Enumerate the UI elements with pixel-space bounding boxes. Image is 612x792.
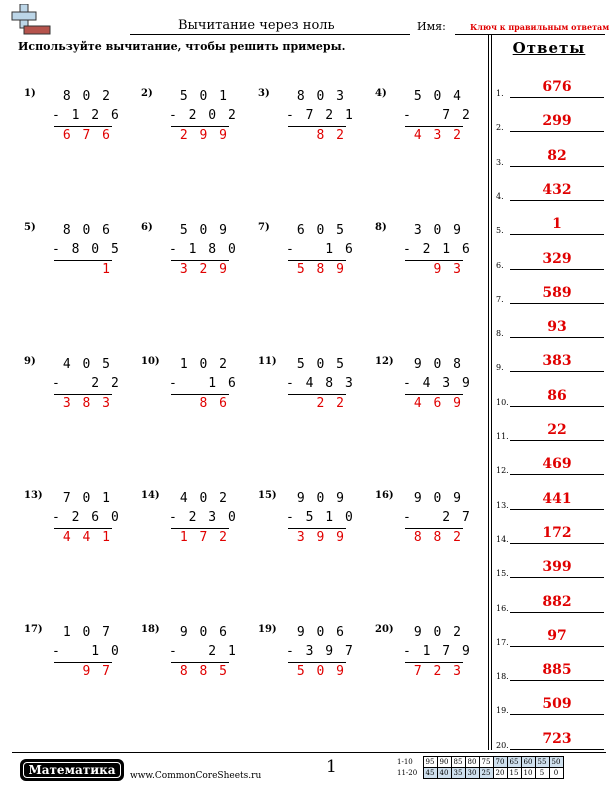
problem-number: 1) bbox=[24, 88, 36, 99]
difference: 6 7 6 bbox=[62, 128, 112, 143]
answer-bar bbox=[171, 394, 229, 395]
subtrahend: - 1 0 bbox=[52, 644, 121, 659]
answer-bar bbox=[288, 394, 346, 395]
problem-10 bbox=[141, 356, 241, 436]
difference: 9 3 bbox=[433, 262, 463, 277]
answer-row-9 bbox=[496, 338, 604, 372]
difference: 5 0 9 bbox=[296, 664, 346, 679]
minuend: 9 0 6 bbox=[179, 625, 229, 640]
answer-value: 299 bbox=[542, 113, 572, 130]
problem-6 bbox=[141, 222, 241, 302]
answer-number: 6. bbox=[496, 260, 504, 270]
answer-number: 12. bbox=[496, 466, 509, 476]
subtrahend: - 2 1 bbox=[169, 644, 238, 659]
score-cell: 70 bbox=[493, 757, 507, 768]
difference: 2 2 bbox=[316, 396, 346, 411]
answer-value: 885 bbox=[542, 662, 572, 679]
answer-bar bbox=[54, 260, 112, 261]
answer-row-18 bbox=[496, 647, 604, 681]
answer-bar bbox=[405, 394, 463, 395]
answer-number: 17. bbox=[496, 637, 509, 647]
answer-value: 589 bbox=[542, 284, 572, 301]
difference: 4 3 2 bbox=[413, 128, 463, 143]
answer-row-7 bbox=[496, 270, 604, 304]
subtrahend: - 4 8 3 bbox=[286, 376, 355, 391]
answer-row-10 bbox=[496, 373, 604, 407]
answer-value: 383 bbox=[542, 353, 572, 370]
answer-value: 441 bbox=[542, 490, 572, 507]
problem-3 bbox=[258, 88, 358, 168]
answer-number: 10. bbox=[496, 397, 509, 407]
problem-8 bbox=[375, 222, 475, 302]
minuend: 9 0 8 bbox=[413, 357, 463, 372]
answer-bar bbox=[288, 662, 346, 663]
answer-bar bbox=[288, 528, 346, 529]
problem-19 bbox=[258, 624, 358, 704]
subtrahend: - 1 2 6 bbox=[52, 108, 121, 123]
answer-number: 2. bbox=[496, 123, 504, 133]
minuend: 7 0 1 bbox=[62, 491, 112, 506]
score-cell: 0 bbox=[549, 768, 563, 779]
answer-number: 16. bbox=[496, 603, 509, 613]
brand-label: Математика bbox=[23, 762, 121, 778]
problem-20 bbox=[375, 624, 475, 704]
minuend: 5 0 1 bbox=[179, 89, 229, 104]
score-cell: 30 bbox=[465, 768, 479, 779]
answer-row-16 bbox=[496, 579, 604, 613]
answer-bar bbox=[405, 528, 463, 529]
title-underline bbox=[130, 34, 410, 35]
name-value: Ключ к правильным ответам bbox=[470, 22, 610, 32]
answers-title: Ответы bbox=[512, 39, 586, 57]
difference: 2 9 9 bbox=[179, 128, 229, 143]
difference: 1 bbox=[102, 262, 112, 277]
answer-row-12 bbox=[496, 441, 604, 475]
subtrahend: - 7 2 1 bbox=[286, 108, 355, 123]
minuend: 9 0 9 bbox=[296, 491, 346, 506]
minuend: 4 0 5 bbox=[62, 357, 112, 372]
problem-4 bbox=[375, 88, 475, 168]
answer-value: 723 bbox=[542, 730, 572, 747]
problem-number: 20) bbox=[375, 624, 394, 635]
score-cell: 45 bbox=[423, 768, 437, 779]
answer-bar bbox=[405, 662, 463, 663]
answer-number: 19. bbox=[496, 706, 509, 716]
answer-value: 329 bbox=[542, 250, 572, 267]
answer-value: 882 bbox=[542, 593, 572, 610]
column-divider bbox=[488, 35, 492, 750]
minuend: 4 0 2 bbox=[179, 491, 229, 506]
answer-row-2 bbox=[496, 98, 604, 132]
answer-row-20 bbox=[496, 716, 604, 750]
difference: 8 8 2 bbox=[413, 530, 463, 545]
difference: 3 2 9 bbox=[179, 262, 229, 277]
site-url: www.CommonCoreSheets.ru bbox=[130, 771, 262, 781]
score-cell: 40 bbox=[437, 768, 451, 779]
problem-18 bbox=[141, 624, 241, 704]
score-cell: 95 bbox=[423, 757, 437, 768]
minuend: 5 0 5 bbox=[296, 357, 346, 372]
problem-number: 3) bbox=[258, 88, 270, 99]
minuend: 8 0 3 bbox=[296, 89, 346, 104]
answer-bar bbox=[405, 260, 463, 261]
answer-bar bbox=[54, 528, 112, 529]
problem-11 bbox=[258, 356, 358, 436]
minuend: 1 0 7 bbox=[62, 625, 112, 640]
answer-bar bbox=[171, 126, 229, 127]
answer-row-14 bbox=[496, 510, 604, 544]
answer-number: 5. bbox=[496, 226, 504, 236]
problem-number: 17) bbox=[24, 624, 43, 635]
subtrahend: - 4 3 9 bbox=[403, 376, 472, 391]
difference: 4 6 9 bbox=[413, 396, 463, 411]
answer-number: 15. bbox=[496, 569, 509, 579]
subtrahend: - 2 2 bbox=[52, 376, 121, 391]
problem-15 bbox=[258, 490, 358, 570]
score-table bbox=[397, 756, 564, 779]
answer-bar bbox=[171, 528, 229, 529]
answer-bar bbox=[288, 260, 346, 261]
difference: 7 2 3 bbox=[413, 664, 463, 679]
problem-1 bbox=[24, 88, 124, 168]
answer-row-1 bbox=[496, 64, 604, 98]
score-cell: 10 bbox=[521, 768, 535, 779]
answer-value: 93 bbox=[547, 319, 567, 336]
subtrahend: - 1 7 9 bbox=[403, 644, 472, 659]
subtrahend: - 1 6 bbox=[169, 376, 238, 391]
problem-12 bbox=[375, 356, 475, 436]
difference: 4 4 1 bbox=[62, 530, 112, 545]
score-row bbox=[397, 768, 563, 779]
subtrahend: - 7 2 bbox=[403, 108, 472, 123]
answer-bar bbox=[54, 662, 112, 663]
answer-bar bbox=[288, 126, 346, 127]
answer-value: 509 bbox=[542, 696, 572, 713]
problem-number: 18) bbox=[141, 624, 160, 635]
answer-row-3 bbox=[496, 133, 604, 167]
answer-row-6 bbox=[496, 236, 604, 270]
score-cell: 65 bbox=[507, 757, 521, 768]
answer-value: 399 bbox=[542, 559, 572, 576]
difference: 8 6 bbox=[199, 396, 229, 411]
problem-9 bbox=[24, 356, 124, 436]
score-cell: 15 bbox=[507, 768, 521, 779]
answer-number: 1. bbox=[496, 89, 504, 98]
score-cell: 25 bbox=[479, 768, 493, 779]
score-row-label: 1-10 bbox=[397, 758, 413, 766]
answer-row-13 bbox=[496, 476, 604, 510]
problem-14 bbox=[141, 490, 241, 570]
problem-5 bbox=[24, 222, 124, 302]
answer-value: 172 bbox=[542, 524, 572, 541]
problem-number: 5) bbox=[24, 222, 36, 233]
answer-value: 469 bbox=[542, 456, 572, 473]
difference: 3 8 3 bbox=[62, 396, 112, 411]
score-cell: 35 bbox=[451, 768, 465, 779]
answer-number: 8. bbox=[496, 329, 504, 339]
problem-number: 6) bbox=[141, 222, 153, 233]
score-cell: 80 bbox=[465, 757, 479, 768]
name-underline bbox=[455, 34, 605, 35]
subtrahend: - 2 1 6 bbox=[403, 242, 472, 257]
answer-bar bbox=[54, 394, 112, 395]
answer-bar bbox=[405, 126, 463, 127]
answer-row-8 bbox=[496, 304, 604, 338]
difference: 8 8 5 bbox=[179, 664, 229, 679]
problem-7 bbox=[258, 222, 358, 302]
subtrahend: - 1 8 0 bbox=[169, 242, 238, 257]
plus-minus-logo-icon bbox=[6, 4, 52, 38]
answer-number: 4. bbox=[496, 191, 504, 201]
problem-number: 16) bbox=[375, 490, 394, 501]
problem-number: 14) bbox=[141, 490, 160, 501]
answer-row-4 bbox=[496, 167, 604, 201]
answer-number: 20. bbox=[496, 740, 509, 750]
problem-2 bbox=[141, 88, 241, 168]
minuend: 9 0 2 bbox=[413, 625, 463, 640]
score-cell: 75 bbox=[479, 757, 493, 768]
problem-number: 19) bbox=[258, 624, 277, 635]
instruction-text: Используйте вычитание, чтобы решить примеры. bbox=[18, 40, 346, 53]
problem-number: 9) bbox=[24, 356, 36, 367]
answer-row-15 bbox=[496, 544, 604, 578]
subtrahend: - 2 6 0 bbox=[52, 510, 121, 525]
score-cell: 85 bbox=[451, 757, 465, 768]
name-label: Имя: bbox=[417, 20, 446, 33]
answer-number: 13. bbox=[496, 500, 509, 510]
problem-number: 7) bbox=[258, 222, 270, 233]
page-number: 1 bbox=[326, 757, 337, 777]
problem-number: 2) bbox=[141, 88, 153, 99]
answer-value: 676 bbox=[542, 79, 572, 95]
minuend: 3 0 9 bbox=[413, 223, 463, 238]
subtrahend: - 8 0 5 bbox=[52, 242, 121, 257]
problem-number: 15) bbox=[258, 490, 277, 501]
score-cell: 90 bbox=[437, 757, 451, 768]
answer-number: 14. bbox=[496, 534, 509, 544]
problem-13 bbox=[24, 490, 124, 570]
score-cell: 20 bbox=[493, 768, 507, 779]
minuend: 1 0 2 bbox=[179, 357, 229, 372]
problem-number: 12) bbox=[375, 356, 394, 367]
problem-number: 13) bbox=[24, 490, 43, 501]
score-cell: 60 bbox=[521, 757, 535, 768]
subtrahend: - 2 0 2 bbox=[169, 108, 238, 123]
brand-badge bbox=[20, 759, 124, 781]
answer-row-11 bbox=[496, 407, 604, 441]
answer-bar bbox=[171, 260, 229, 261]
problem-16 bbox=[375, 490, 475, 570]
answer-row-19 bbox=[496, 681, 604, 715]
score-cell: 50 bbox=[549, 757, 563, 768]
difference: 1 7 2 bbox=[179, 530, 229, 545]
answer-line bbox=[510, 749, 604, 750]
subtrahend: - 5 1 0 bbox=[286, 510, 355, 525]
problem-number: 8) bbox=[375, 222, 387, 233]
problem-17 bbox=[24, 624, 124, 704]
subtrahend: - 2 7 bbox=[403, 510, 472, 525]
worksheet-title: Вычитание через ноль bbox=[178, 18, 335, 33]
minuend: 8 0 2 bbox=[62, 89, 112, 104]
answer-number: 11. bbox=[496, 432, 509, 441]
problem-number: 10) bbox=[141, 356, 160, 367]
answer-number: 18. bbox=[496, 672, 509, 682]
subtrahend: - 2 3 0 bbox=[169, 510, 238, 525]
answer-value: 22 bbox=[547, 422, 567, 438]
minuend: 8 0 6 bbox=[62, 223, 112, 238]
answer-value: 82 bbox=[547, 147, 567, 164]
minuend: 9 0 9 bbox=[413, 491, 463, 506]
subtrahend: - 3 9 7 bbox=[286, 644, 355, 659]
minuend: 5 0 4 bbox=[413, 89, 463, 104]
answer-bar bbox=[171, 662, 229, 663]
answer-number: 7. bbox=[496, 294, 504, 304]
answer-row-5 bbox=[496, 201, 604, 235]
answer-row-17 bbox=[496, 613, 604, 647]
answer-value: 97 bbox=[547, 627, 567, 644]
problem-number: 4) bbox=[375, 88, 387, 99]
score-cell: 5 bbox=[535, 768, 549, 779]
minuend: 5 0 9 bbox=[179, 223, 229, 238]
minuend: 6 0 5 bbox=[296, 223, 346, 238]
difference: 5 8 9 bbox=[296, 262, 346, 277]
answer-value: 86 bbox=[547, 387, 567, 404]
difference: 9 7 bbox=[82, 664, 112, 679]
score-row-label: 11-20 bbox=[397, 769, 418, 777]
answer-value: 1 bbox=[552, 216, 562, 233]
difference: 3 9 9 bbox=[296, 530, 346, 545]
minuend: 9 0 6 bbox=[296, 625, 346, 640]
score-row bbox=[397, 757, 563, 768]
answer-bar bbox=[54, 126, 112, 127]
answer-number: 9. bbox=[496, 363, 504, 373]
difference: 8 2 bbox=[316, 128, 346, 143]
answer-number: 3. bbox=[496, 157, 504, 167]
answer-value: 432 bbox=[542, 181, 572, 198]
problem-number: 11) bbox=[258, 356, 277, 367]
score-cell: 55 bbox=[535, 757, 549, 768]
footer-divider bbox=[12, 752, 606, 753]
subtrahend: - 1 6 bbox=[286, 242, 355, 257]
